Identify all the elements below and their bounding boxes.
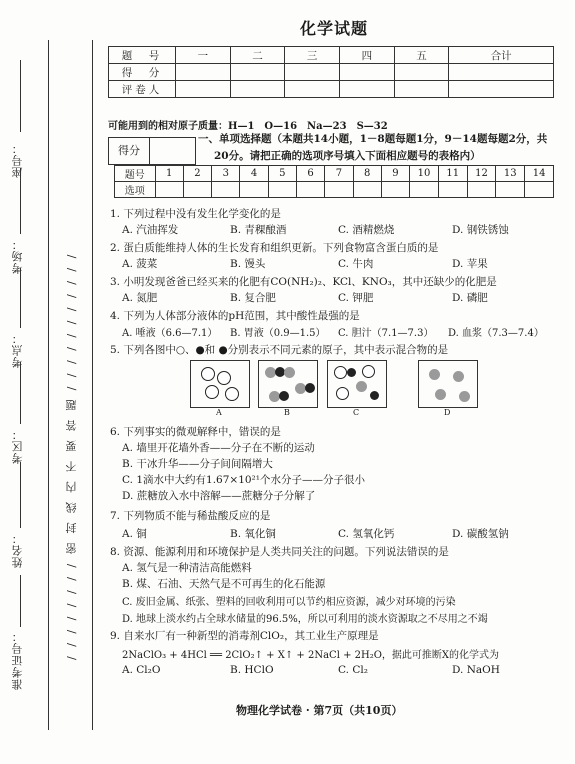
question-stem: 3. 小明发现爸爸已经买来的化肥有CO(NH₂)₂、KCl、KNO₃，其中还缺少的化肥是 (110, 276, 497, 288)
option: D. 苹果 (452, 258, 488, 270)
atom-white-icon (362, 365, 375, 378)
binding-margin (0, 0, 100, 764)
district-label: 考区： (11, 428, 24, 464)
atom-gray-icon (429, 369, 440, 380)
answer-number: 5 (268, 166, 296, 182)
score-cell[interactable] (230, 64, 285, 81)
atom-black-icon (370, 391, 379, 400)
option: C. 钾肥 (338, 292, 374, 304)
answer-number: 2 (183, 166, 211, 182)
atom-white-icon (225, 387, 239, 401)
answer-number: 9 (381, 166, 409, 182)
question-stem: 8. 资源、能源利用和环境保护是人类共同关注的问题。下列说法错误的是 (110, 546, 449, 558)
score-header: 题 号 (109, 47, 176, 64)
option: A. 墙里开花墙外香——分子在不断的运动 (122, 442, 315, 454)
score-col: 二 (230, 47, 285, 64)
answer-cell[interactable] (212, 182, 240, 198)
answer-cell[interactable] (381, 182, 409, 198)
score-cell[interactable] (394, 64, 449, 81)
score-box-label: 得分 (109, 138, 150, 164)
answer-number: 14 (525, 166, 554, 182)
score-cell[interactable] (449, 64, 554, 81)
score-cell[interactable] (449, 81, 554, 98)
answer-number: 7 (325, 166, 353, 182)
name-blank (20, 462, 21, 528)
score-header: 得 分 (109, 64, 176, 81)
atom-black-icon (347, 368, 356, 377)
option: D. 蔗糖放入水中溶解——蔗糖分子分解了 (122, 490, 316, 502)
score-cell[interactable] (285, 81, 340, 98)
section-heading (198, 131, 558, 165)
answer-number: 11 (438, 166, 467, 182)
atom-black-icon (305, 383, 315, 393)
diagram-label: B (284, 408, 290, 417)
table-row (109, 81, 554, 98)
table-row (115, 182, 554, 198)
atom-gray-icon (459, 391, 470, 402)
atom-white-icon (205, 385, 219, 399)
margin-line (92, 40, 93, 730)
score-cell[interactable] (394, 81, 449, 98)
answer-number: 8 (353, 166, 381, 182)
option: A. 菠菜 (122, 258, 158, 270)
atomic-masses: 可能用到的相对原子质量：H—1 O—16 Na—23 S—32 (108, 121, 388, 132)
answer-row-label: 选项 (115, 182, 156, 198)
answer-number: 3 (212, 166, 240, 182)
section-score-box (108, 137, 196, 165)
option: C. 氢氧化钙 (338, 528, 395, 540)
table-row (109, 64, 554, 81)
option: C. Cl₂ (338, 664, 368, 676)
diagram-a (190, 360, 250, 408)
option: A. Cl₂O (122, 664, 161, 676)
exam-room-blank (20, 168, 21, 234)
score-cell[interactable] (340, 64, 395, 81)
option: B. 青稞酿酒 (230, 224, 287, 236)
diagram-label: C (353, 408, 360, 417)
score-col: 一 (176, 47, 231, 64)
option: D. NaOH (452, 664, 500, 676)
seat-blank (20, 60, 21, 132)
answer-number: 6 (296, 166, 324, 182)
answer-cell[interactable] (467, 182, 496, 198)
option: B. 干冰升华——分子间间隔增大 (122, 458, 273, 470)
answer-number: 12 (467, 166, 496, 182)
answer-number: 10 (410, 166, 439, 182)
diagram-label: A (216, 408, 222, 417)
score-cell[interactable] (230, 81, 285, 98)
diagram-b (258, 360, 318, 408)
diagram-d (418, 360, 478, 408)
option: C. 酒精燃烧 (338, 224, 395, 236)
question-stem: 1. 下列过程中没有发生化学变化的是 (110, 208, 281, 220)
table-row (115, 166, 554, 182)
answer-number: 13 (496, 166, 525, 182)
question-stem: 7. 下列物质不能与稀盐酸反应的是 (110, 510, 271, 522)
atom-white-icon (201, 367, 215, 381)
answer-cell[interactable] (353, 182, 381, 198)
score-cell[interactable] (340, 81, 395, 98)
option: A. 汽油挥发 (122, 224, 179, 236)
diagram-label: D (444, 408, 451, 417)
table-row (109, 47, 554, 64)
score-cell[interactable] (285, 64, 340, 81)
option: D. 碳酸氢钠 (452, 528, 509, 540)
ticket-label: 准考证号： (11, 630, 24, 690)
option: B. 氧化铜 (230, 528, 276, 540)
atom-gray-icon (284, 367, 295, 378)
score-cell[interactable] (176, 64, 231, 81)
answer-cell[interactable] (325, 182, 353, 198)
atom-white-icon (336, 387, 349, 400)
option: B. 胃液（0.9—1.5） (230, 328, 326, 339)
atom-white-icon (217, 371, 231, 385)
score-header: 评卷人 (109, 81, 176, 98)
option: A. 氮肥 (122, 292, 158, 304)
question-stem: 9. 自来水厂有一种新型的消毒剂ClO₂，其工业生产原理是 (110, 630, 379, 642)
option: D. 地球上淡水约占全球水储量的96.5%，所以可利用的淡水资源取之不尽用之不竭 (122, 614, 488, 625)
page-footer: 物理化学试卷 · 第7页（共10页） (236, 704, 403, 717)
score-cell[interactable] (176, 81, 231, 98)
answer-cell[interactable] (240, 182, 268, 198)
option: A. 唾液（6.6—7.1） (122, 328, 218, 339)
answer-cell[interactable] (296, 182, 324, 198)
seat-label: 座号： (11, 142, 24, 178)
answer-cell[interactable] (410, 182, 439, 198)
answer-cell[interactable] (496, 182, 525, 198)
atom-black-icon (279, 391, 289, 401)
score-col: 三 (285, 47, 340, 64)
district-blank (20, 362, 21, 424)
atom-gray-icon (356, 381, 367, 392)
answer-number: 4 (240, 166, 268, 182)
exam-site-label: 考点： (11, 332, 24, 368)
exam-room-label: 考场： (11, 238, 24, 274)
chemical-equation: 2NaClO₃ + 4HCl ══ 2ClO₂↑ + X↑ + 2NaCl + 2H₂O，据此可推断X的化学式为 (122, 650, 500, 661)
question-stem: 4. 下列为人体部分液体的pH范围，其中酸性最强的是 (110, 310, 360, 322)
answer-cell[interactable] (183, 182, 211, 198)
answer-table (114, 165, 554, 198)
ticket-blank (20, 575, 21, 627)
option: D. 磷肥 (452, 292, 488, 304)
answer-cell[interactable] (438, 182, 467, 198)
option: B. 馒头 (230, 258, 266, 270)
option: C. 胆汁（7.1—7.3） (338, 328, 434, 339)
question-stem: 6. 下列事实的微观解释中，错误的是 (110, 426, 281, 438)
score-col: 四 (340, 47, 395, 64)
name-label: 姓名： (11, 532, 24, 568)
answer-cell[interactable] (155, 182, 183, 198)
section-heading-line: 20分。请把正确的选项序号填入下面相应题号的表格内） (214, 150, 481, 162)
option: C. 1滴水中大约有1.67×10²¹个水分子——分子很小 (122, 474, 365, 486)
page-title: 化学试题 (300, 19, 369, 38)
answer-header-label: 题号 (115, 166, 156, 182)
option: B. 复合肥 (230, 292, 276, 304)
margin-line (48, 40, 49, 730)
atom-white-icon (334, 366, 347, 379)
option: B. HClO (230, 664, 274, 676)
answer-cell[interactable] (268, 182, 296, 198)
exam-site-blank (20, 268, 21, 328)
option: A. 铜 (122, 528, 147, 540)
answer-number: 1 (155, 166, 183, 182)
answer-cell[interactable] (525, 182, 554, 198)
atom-gray-icon (453, 371, 464, 382)
section-heading-line: 一、单项选择题（本题共14小题，1－8题每题1分，9－14题每题2分，共 (198, 133, 548, 145)
option: D. 钢铁锈蚀 (452, 224, 509, 236)
atom-gray-icon (435, 389, 446, 400)
option: C. 牛肉 (338, 258, 374, 270)
score-table (108, 46, 554, 98)
option: B. 煤、石油、天然气是不可再生的化石能源 (122, 578, 326, 590)
score-col: 合计 (449, 47, 554, 64)
option: C. 废旧金属、纸张、塑料的回收利用可以节约相应资源，减少对环境的污染 (122, 597, 456, 608)
question-stem: 5. 下列各图中○、●和 ●分别表示不同元素的原子，其中表示混合物的是 (110, 344, 449, 356)
score-col: 五 (394, 47, 449, 64)
option: D. 血浆（7.3—7.4） (448, 328, 544, 339)
seal-line-text: / / / / / / / / 密 封 线 内 不 要 答 题 / / / / / / / / / / / (65, 251, 78, 660)
diagram-c (327, 360, 387, 408)
option: A. 氢气是一种清洁高能燃料 (122, 562, 252, 574)
question-stem: 2. 蛋白质能维持人体的生长发育和组织更新。下列食物富含蛋白质的是 (110, 242, 439, 254)
